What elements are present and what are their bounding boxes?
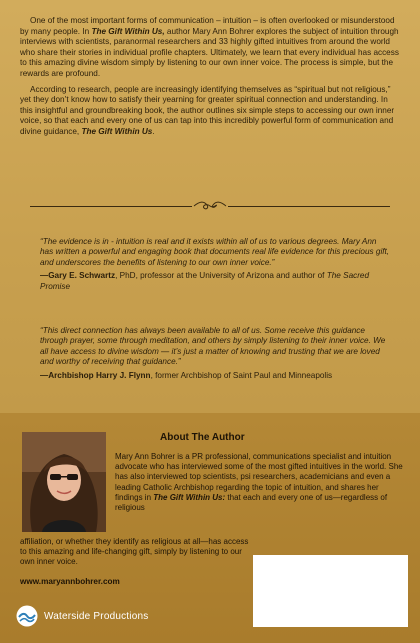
- publisher-mark: [16, 605, 148, 627]
- book-description: [20, 16, 400, 143]
- author-bio-column: [115, 452, 405, 513]
- quote-attribution: —Gary E. Schwartz, PhD, professor at the University of Arizona and author of The Sacred Promise: [40, 271, 370, 291]
- section-divider: [30, 200, 390, 212]
- author-website-link[interactable]: www.maryannbohrer.com: [20, 577, 120, 586]
- endorsement-quote-1: [40, 237, 390, 292]
- quote-attribution: —Archbishop Harry J. Flynn, former Archbishop of Saint Paul and Minneapolis: [40, 370, 333, 380]
- divider-line-left: [30, 206, 192, 207]
- divider-line-right: [228, 206, 390, 207]
- endorser-name: —Archbishop Harry J. Flynn: [40, 370, 151, 380]
- description-paragraph-1: One of the most important forms of communication – intuition – is often overlooked or misunderstood by many people. In The Gift Within Us, author Mary Ann Bohrer explores the subject of intuition through interviews with scientists, paranormal researchers and 33 highly gifted intuitives from around the world who share their stories in individual profile chapters. Ultimately, we learn that every individual has access to this amazing divine wisdom simply by listening to our own inner voice. The process is simple, but the rewards are profound.: [20, 16, 399, 78]
- author-bio-text: Mary Ann Bohrer is a PR professional, communications specialist and intuition advocate who has interviewed some of the most gifted intuitives in the world. She has also interviewed top scientists, psi researchers, academicians and even a leading Catholic Archbishop regarding the topic of intuition, and shares her findings in The Gift Within Us: that each and every one of us—regardless of religious: [115, 452, 403, 513]
- author-bio-continued: affiliation, or whether they identify as religious at all—has access to this amazing and life-changing gift, simply by listening to our own inner voice.: [20, 537, 249, 567]
- description-paragraph-2: According to research, people are increasingly identifying themselves as “spiritual but not religious,” yet they don’t know how to satisfy their yearning for greater spiritual connection and understanding. In this insightful and groundbreaking book, the author outlines six simple steps to accessing our own inner voice, so that each and every one of us can tap into this incredibly powerful form of communication and divine guidance, The Gift Within Us.: [20, 84, 395, 136]
- publisher-name: Waterside Productions: [44, 610, 149, 622]
- endorsement-quote-2: [40, 326, 390, 381]
- endorser-name: —Gary E. Schwartz: [40, 271, 116, 281]
- quote-text: “The evidence is in - intuition is real and it exists within all of us to various degrees. Mary Ann has written a powerful and engaging book that documents real life evidence for this precious gift, and underscores the benefits of listening to our own inner voice.”: [40, 237, 390, 267]
- book-title: The Gift Within Us: [81, 126, 153, 136]
- quote-text: “This direct connection has always been available to all of us. Some receive this guidance through prayer, some through meditation, and others by simply listening to their inner voice. We all have access to divine wisdom — it’s just a matter of knowing and trusting that we are loved and worthy of receiving that guidance.”: [40, 326, 386, 367]
- barcode-placeholder: [253, 555, 408, 627]
- book-title: The Gift Within Us,: [91, 26, 165, 36]
- author-photo: [22, 432, 106, 532]
- waterside-wave-logo-icon: [16, 605, 38, 627]
- about-author-heading: About The Author: [160, 432, 245, 443]
- flourish-ornament-icon: [192, 200, 228, 212]
- book-title: The Gift Within Us:: [153, 492, 226, 502]
- endorser-book: The Sacred Promise: [40, 271, 370, 291]
